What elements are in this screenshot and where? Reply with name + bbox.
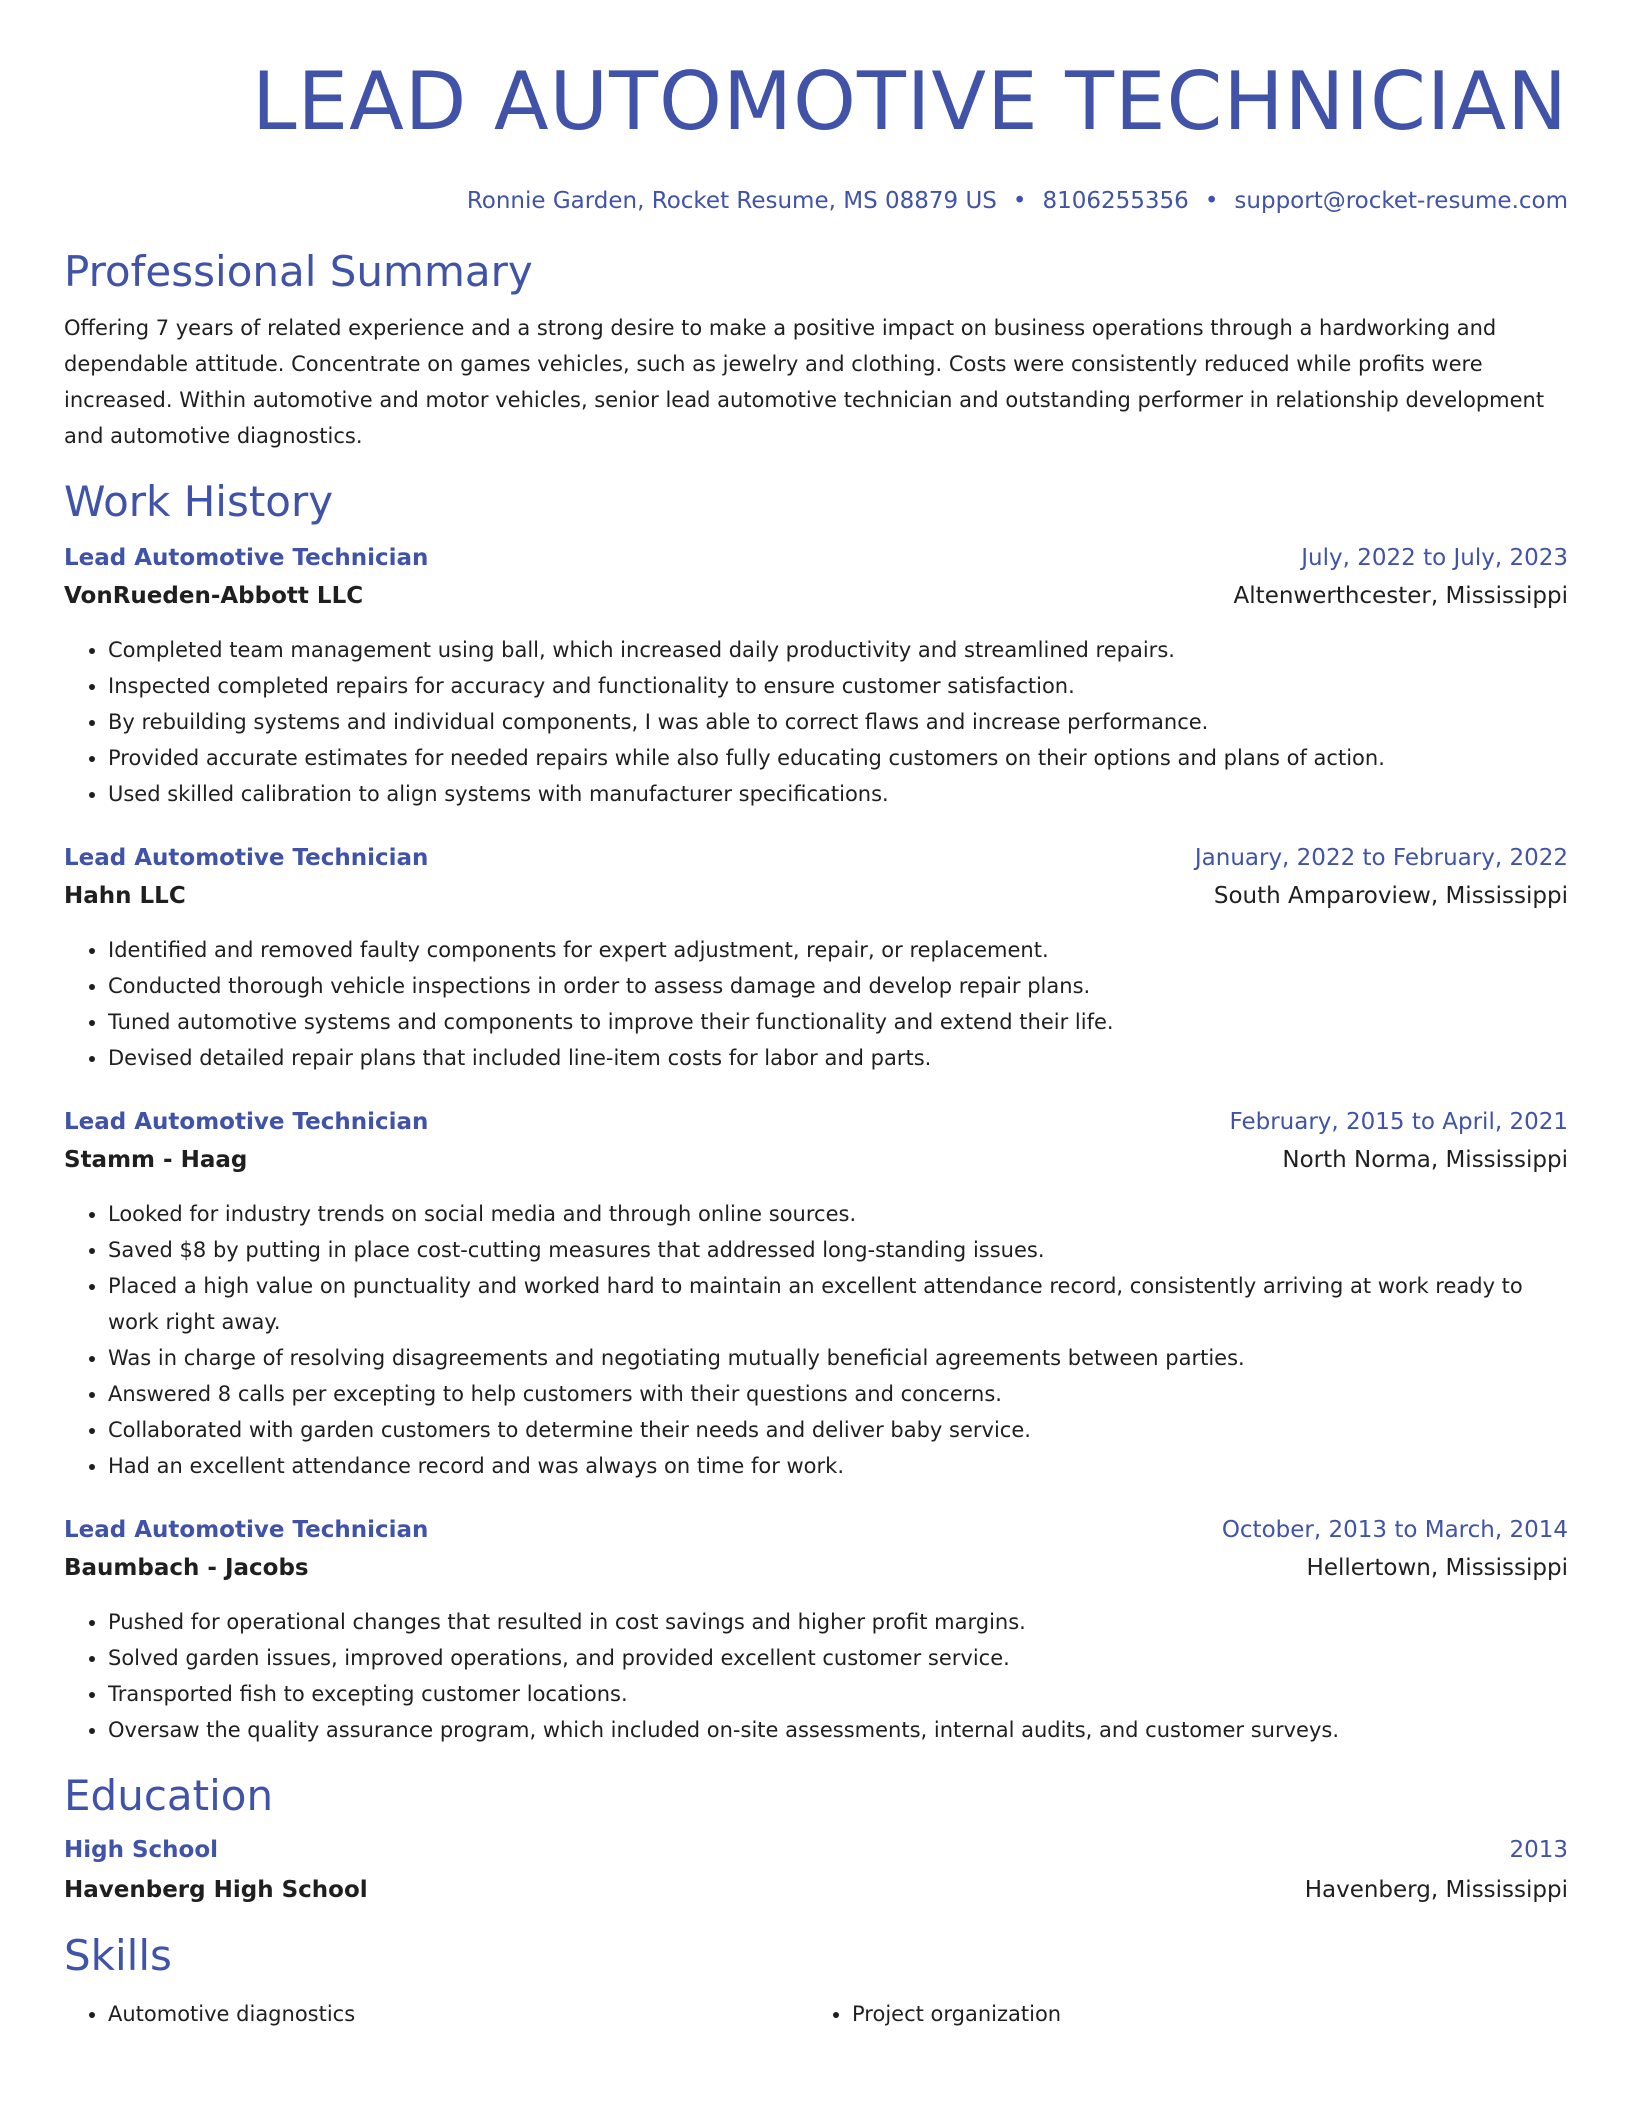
contact-separator: • <box>1204 188 1219 214</box>
contact-address: Ronnie Garden, Rocket Resume, MS 08879 US <box>466 188 997 214</box>
job-bullet: • Placed a high value on punctuality and worked hard to maintain an excellent attendance record, consistently arriving at work ready to work right away. <box>108 1268 1568 1340</box>
education-entry <box>64 1834 1568 1906</box>
skill-item: • Project organization <box>852 1996 1552 2032</box>
job-company: VonRueden-Abbott LLC <box>64 583 364 609</box>
education-school: Havenberg High School <box>64 1877 368 1903</box>
contact-email[interactable]: support@rocket-resume.com <box>1234 188 1568 214</box>
skills-column-left <box>64 1996 808 2032</box>
job-bullet: • Oversaw the quality assurance program, which included on-site assessments, internal audits, and customer surveys. <box>108 1712 1568 1748</box>
job-dates: February, 2015 to April, 2021 <box>1229 1109 1568 1135</box>
job-bullet: • Tuned automotive systems and components to improve their functionality and extend their life. <box>108 1004 1568 1040</box>
job-bullet: • Collaborated with garden customers to determine their needs and deliver baby service. <box>108 1412 1568 1448</box>
job-title: Lead Automotive Technician <box>64 545 429 571</box>
summary-text: Offering 7 years of related experience and a strong desire to make a positive impact on business operations through a hardworking and dependable attitude. Concentrate on games vehicles, such as jewelry and clothing. Costs were consistently reduced while profits were increased. Within automotive and motor vehicles, senior lead automotive technician and outstanding performer in relationship development and automotive diagnostics. <box>64 316 1545 448</box>
job-dates: July, 2022 to July, 2023 <box>1301 545 1568 571</box>
job-bullet: • Saved $8 by putting in place cost-cutting measures that addressed long-standing issues. <box>108 1232 1568 1268</box>
job-bullet: • Answered 8 calls per excepting to help customers with their questions and concerns. <box>108 1376 1568 1412</box>
skills-list <box>64 1996 1568 2032</box>
job-bullet: • By rebuilding systems and individual components, I was able to correct flaws and increase performance. <box>108 704 1568 740</box>
skills-column-right <box>808 1996 1552 2032</box>
job-bullets <box>64 632 1568 812</box>
contact-separator: • <box>1012 188 1027 214</box>
job-bullet: • Had an excellent attendance record and was always on time for work. <box>108 1448 1568 1484</box>
job-title: Lead Automotive Technician <box>64 1517 429 1543</box>
summary-heading: Professional Summary <box>64 247 533 296</box>
job-bullet: • Used skilled calibration to align systems with manufacturer specifications. <box>108 776 1568 812</box>
resume-title: LEAD AUTOMOTIVE TECHNICIAN <box>251 55 1568 148</box>
job-location: Altenwerthcester, Mississippi <box>1233 583 1568 609</box>
job-dates: January, 2022 to February, 2022 <box>1194 845 1568 871</box>
job-entry <box>64 542 1568 812</box>
job-bullet: • Solved garden issues, improved operations, and provided excellent customer service. <box>108 1640 1568 1676</box>
job-entry <box>64 1106 1568 1484</box>
job-bullet: • Completed team management using ball, which increased daily productivity and streamlined repairs. <box>108 632 1568 668</box>
job-bullet: • Transported fish to excepting customer locations. <box>108 1676 1568 1712</box>
job-company: Hahn LLC <box>64 883 186 909</box>
job-bullet: • Was in charge of resolving disagreements and negotiating mutually beneficial agreements between parties. <box>108 1340 1568 1376</box>
contact-phone[interactable]: 8106255356 <box>1042 188 1189 214</box>
job-bullets <box>64 932 1568 1076</box>
job-bullet: • Conducted thorough vehicle inspections in order to assess damage and develop repair plans. <box>108 968 1568 1004</box>
education-heading: Education <box>64 1771 274 1820</box>
job-entry <box>64 842 1568 1076</box>
skill-item: • Automotive diagnostics <box>108 1996 808 2032</box>
job-bullet: • Inspected completed repairs for accuracy and functionality to ensure customer satisfaction. <box>108 668 1568 704</box>
skills-heading: Skills <box>64 1931 172 1980</box>
job-location: South Amparoview, Mississippi <box>1213 883 1568 909</box>
job-entry <box>64 1514 1568 1748</box>
job-bullet: • Pushed for operational changes that resulted in cost savings and higher profit margins. <box>108 1604 1568 1640</box>
job-company: Stamm - Haag <box>64 1147 248 1173</box>
contact-line <box>64 186 1568 216</box>
job-bullet: • Identified and removed faulty components for expert adjustment, repair, or replacement. <box>108 932 1568 968</box>
job-title: Lead Automotive Technician <box>64 1109 429 1135</box>
job-bullets <box>64 1604 1568 1748</box>
job-bullet: • Looked for industry trends on social media and through online sources. <box>108 1196 1568 1232</box>
education-year: 2013 <box>1509 1837 1568 1863</box>
work-history-heading: Work History <box>64 477 334 526</box>
job-title: Lead Automotive Technician <box>64 845 429 871</box>
education-degree: High School <box>64 1837 219 1863</box>
job-location: Hellertown, Mississippi <box>1306 1555 1568 1581</box>
job-company: Baumbach - Jacobs <box>64 1555 309 1581</box>
job-bullet: • Provided accurate estimates for needed repairs while also fully educating customers on their options and plans of action. <box>108 740 1568 776</box>
job-bullet: • Devised detailed repair plans that included line-item costs for labor and parts. <box>108 1040 1568 1076</box>
job-dates: October, 2013 to March, 2014 <box>1221 1517 1568 1543</box>
education-location: Havenberg, Mississippi <box>1304 1877 1568 1903</box>
job-location: North Norma, Mississippi <box>1282 1147 1568 1173</box>
job-bullets <box>64 1196 1568 1484</box>
